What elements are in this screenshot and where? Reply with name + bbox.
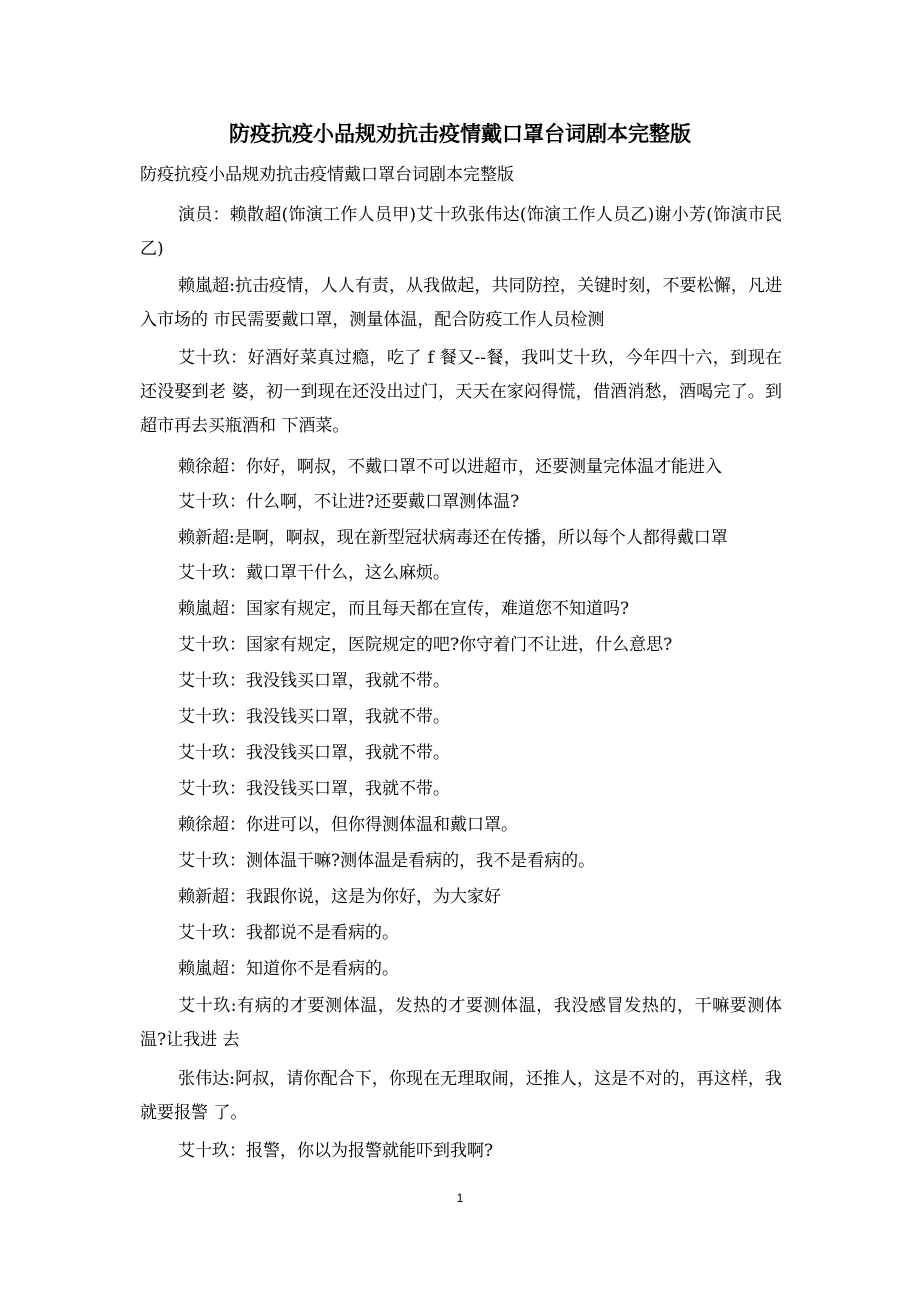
- speaker-label: 艾十玖：: [178, 492, 246, 512]
- line-text: 是啊，啊叔，现在新型冠状病毒还在传播，所以每个人都得戴口罩: [234, 528, 728, 548]
- speaker-label: 艾十玖：: [178, 851, 246, 871]
- line-text: 知道你不是看病的。: [246, 959, 399, 979]
- speaker-label: 艾十玖：: [178, 348, 248, 368]
- line-text: 我都说不是看病的。: [246, 923, 399, 943]
- line-text: 好酒好菜真过瘾，吃了 f 餐又--餐，我叫艾十玖，今年四十六，到现在还没娶到老 婆，初一到现在还没出过门，天天在家闷得慌，借酒消愁，酒喝完了。到超市再去买瓶酒和 下酒菜。: [140, 348, 783, 436]
- dialogue-line: [140, 269, 782, 337]
- line-text: 我没钱买口罩，我就不带。: [246, 707, 450, 727]
- speaker-label: 艾十玖：: [178, 779, 246, 799]
- speaker-label: 赖嵐超：: [178, 959, 246, 979]
- speaker-label: 艾十玖:: [178, 996, 237, 1016]
- line-text: 赖散超(饰演工作人员甲)艾十玖张伟达(饰演工作人员乙)谢小芳(饰演市民乙): [140, 205, 782, 259]
- dialogue-line: [140, 916, 782, 950]
- dialogue-line: [140, 808, 782, 842]
- dialogue-line: [140, 1062, 782, 1130]
- line-text: 什么啊，不让进?还要戴口罩测体温?: [246, 492, 520, 512]
- line-text: 我没钱买口罩，我就不带。: [246, 743, 450, 763]
- speaker-label: 艾十玖：: [178, 923, 246, 943]
- line-text: 你进可以，但你得测体温和戴口罩。: [246, 815, 518, 835]
- speaker-label: 艾十玖：: [178, 671, 246, 691]
- line-text: 国家有规定，医院规定的吧?你守着门不让进，什么意思?: [246, 635, 673, 655]
- line-text: 国家有规定，而且每天都在宣传，难道您不知道吗?: [246, 599, 630, 619]
- dialogue-line: [140, 880, 782, 914]
- speaker-label: 艾十玖：: [178, 635, 246, 655]
- dialogue-line: [140, 952, 782, 986]
- paragraph-cast: [140, 198, 782, 266]
- speaker-label: 赖新超：: [178, 887, 246, 907]
- line-text: 测体温干嘛?测体温是看病的，我不是看病的。: [246, 851, 596, 871]
- speaker-label: 艾十玖：: [178, 743, 246, 763]
- speaker-label: 赖嵐超:: [178, 276, 236, 296]
- line-text: 报警，你以为报警就能吓到我啊?: [246, 1141, 494, 1161]
- dialogue-line: [140, 450, 782, 484]
- dialogue-line: [140, 844, 782, 878]
- line-text: 你好，啊叔，不戴口罩不可以进超市，还要测量完体温才能进入: [246, 457, 722, 477]
- dialogue-line: [140, 664, 782, 698]
- dialogue-line: [140, 772, 782, 806]
- dialogue-line: [140, 556, 782, 590]
- dialogue-line: [140, 628, 782, 662]
- speaker-label: 艾十玖：: [178, 707, 246, 727]
- speaker-label: 赖徐超：: [178, 457, 246, 477]
- dialogue-line: [140, 485, 782, 519]
- dialogue-line: [140, 700, 782, 734]
- dialogue-line: [140, 521, 782, 555]
- speaker-label: 赖嵐超：: [178, 599, 246, 619]
- speaker-label: 演员：: [178, 205, 230, 225]
- speaker-label: 艾十玖：: [178, 563, 246, 583]
- speaker-label: 艾十玖：: [178, 1141, 246, 1161]
- line-text: 我没钱买口罩，我就不带。: [246, 671, 450, 691]
- page-number: 1: [456, 1191, 464, 1205]
- line-text: 有病的才要测体温，发热的才要测体温，我没感冒发热的，干嘛要测体温?让我进 去: [140, 996, 782, 1050]
- speaker-label: 赖新超:: [178, 528, 235, 548]
- dialogue-line: [140, 1134, 782, 1168]
- line-text: 戴口罩干什么，这么麻烦。: [246, 563, 450, 583]
- speaker-label: 赖徐超：: [178, 815, 246, 835]
- line-text: 我跟你说，这是为你好，为大家好: [246, 887, 501, 907]
- line-text: 抗击疫情，人人有责，从我做起，共同防控，关键时刻，不要松懈，凡进入市场的 市民需要戴口罩，测量体温，配合防疫工作人员检测: [140, 276, 782, 330]
- speaker-label: 张伟达:: [178, 1069, 236, 1089]
- dialogue-line: [140, 592, 782, 626]
- dialogue-line: [140, 341, 782, 443]
- document-title: 防疫抗疫小品规劝抗击疫情戴口罩台词剧本完整版: [229, 121, 691, 146]
- line-text: 阿叔，请你配合下，你现在无理取闹，还推人，这是不对的，再这样，我就要报警 了。: [140, 1069, 782, 1123]
- dialogue-line: [140, 736, 782, 770]
- line-text: 我没钱买口罩，我就不带。: [246, 779, 450, 799]
- dialogue-line: [140, 989, 782, 1057]
- document-subtitle: 防疫抗疫小品规劝抗击疫情戴口罩台词剧本完整版: [140, 165, 514, 185]
